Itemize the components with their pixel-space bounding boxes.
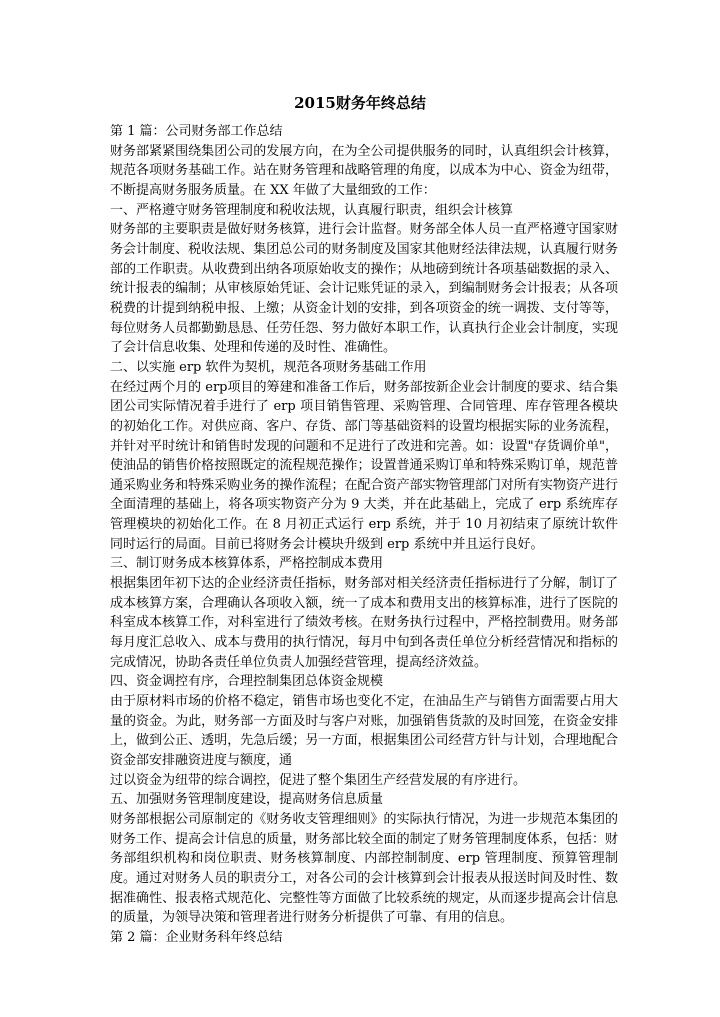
section-heading: 五、加强财务管理制度建设，提高财务信息质量	[110, 792, 384, 808]
paragraph: 过以资金为纽带的综合调控，促进了整个集团生产经营发展的有序进行。	[110, 772, 527, 788]
paragraph: 财务部的主要职责是做好财务核算，进行会计监督。财务部全体人员一直严格遵守国家财务会计制度、税收法规、集团总公司的财务制度及国家其他财经法律法规，认真履行财务部的工作职责。从收费到出纳各项原始收支的操作；从地磅到统计各项基础数据的录入、统计报表的编制；从审核原始凭证、会计记账凭证的录入，到编制财务会计报表；从各项税费的计提到纳税申报、上缴；从资金计划的安排，到各项资金的统一调拨、支付等等，每位财务人员都勤勤恳恳、任劳任怨、努力做好本职工作，认真执行企业会计制度，实现了会计信息收集、处理和传递的及时性、准确性。	[110, 222, 618, 356]
section-heading: 第 1 篇：公司财务部工作总结	[110, 124, 283, 139]
paragraph: 在经过两个月的 erp项目的筹建和准备工作后，财务部按新企业会计制度的要求、结合集团公司实际情况着手进行了 erp 项目销售管理、采购管理、合同管理、库存管理各模块的初始化工作。对供应商、客户、存货、部门等基础资料的设置均根据实际的业务流程，并针对平时统计和销售时发现的问题和不足进行了改进和完善。如：设置"存货调价单"，使油品的销售价格按照既定的流程规范操作；设置普通采购订单和特殊采购订单，规范普通采购业务和特殊采购业务的操作流程；在配合资产部实物管理部门对所有实物资产进行全面清理的基础上，将各项实物资产分为 9 大类，并在此基础上，完成了 erp 系统库存管理模块的初始化工作。在 8 月初正式运行 erp 系统，并于 10 月初结束了原统计软件同时运行的局面。目前已将财务会计模块升级到 erp 系统中并且运行良好。	[110, 379, 618, 552]
paragraph: 根据集团年初下达的企业经济责任指标，财务部对相关经济责任指标进行了分解，制订了成本核算方案，合理确认各项收入额，统一了成本和费用支出的核算标准，进行了医院的科室成本核算工作，对科室进行了绩效考核。在财务执行过程中，严格控制费用。财务部每月度汇总收入、成本与费用的执行情况，每月中旬到各责任单位分析经营情况和指标的完成情况，协助各责任单位负责人加强经营管理，提高经济效益。	[110, 576, 618, 670]
section-heading: 第 2 篇：企业财务科年终总结	[110, 929, 283, 945]
section-heading: 一、严格遵守财务管理制度和税收法规，认真履行职责，组织会计核算	[110, 202, 514, 218]
paragraph: 财务部紧紧围绕集团公司的发展方向，在为全公司提供服务的同时，认真组织会计核算，规范各项财务基础工作。站在财务管理和战略管理的角度，以成本为中心、资金为纽带，不断提高财务服务质量。在 XX 年做了大量细致的工作：	[110, 143, 618, 198]
paragraph: 由于原材料市场的价格不稳定，销售市场也变化不定，在油品生产与销售方面需要占用大量的资金。为此，财务部一方面及时与客户对账，加强销售货款的及时回笼，在资金安排上，做到公正、透明，先急后缓；另一方面，根据集团公司经营方针与计划，合理地配合资金部安排融资进度与额度，通	[110, 694, 618, 768]
section-heading: 四、资金调控有序，合理控制集团总体资金规模	[110, 674, 384, 690]
section-heading: 三、制订财务成本核算体系，严格控制成本费用	[110, 556, 384, 572]
paragraph: 财务部根据公司原制定的《财务收支管理细则》的实际执行情况，为进一步规范本集团的财务工作、提高会计信息的质量，财务部比较全面的制定了财务管理制度体系，包括：财务部组织机构和岗位职责、财务核算制度、内部控制制度、erp 管理制度、预算管理制度。通过对财务人员的职责分工，对各公司的会计核算到会计报表从报送时间及时性、数据准确性、报表格式规范化、完整性等方面做了比较系统的规定，从而逐步提高会计信息的质量，为领导决策和管理者进行财务分析提供了可靠、有用的信息。	[110, 811, 618, 926]
document-title: 2015财务年终总结	[294, 94, 426, 112]
document-body	[110, 122, 618, 948]
section-heading: 二、以实施 erp 软件为契机，规范各项财务基础工作用	[110, 359, 427, 375]
